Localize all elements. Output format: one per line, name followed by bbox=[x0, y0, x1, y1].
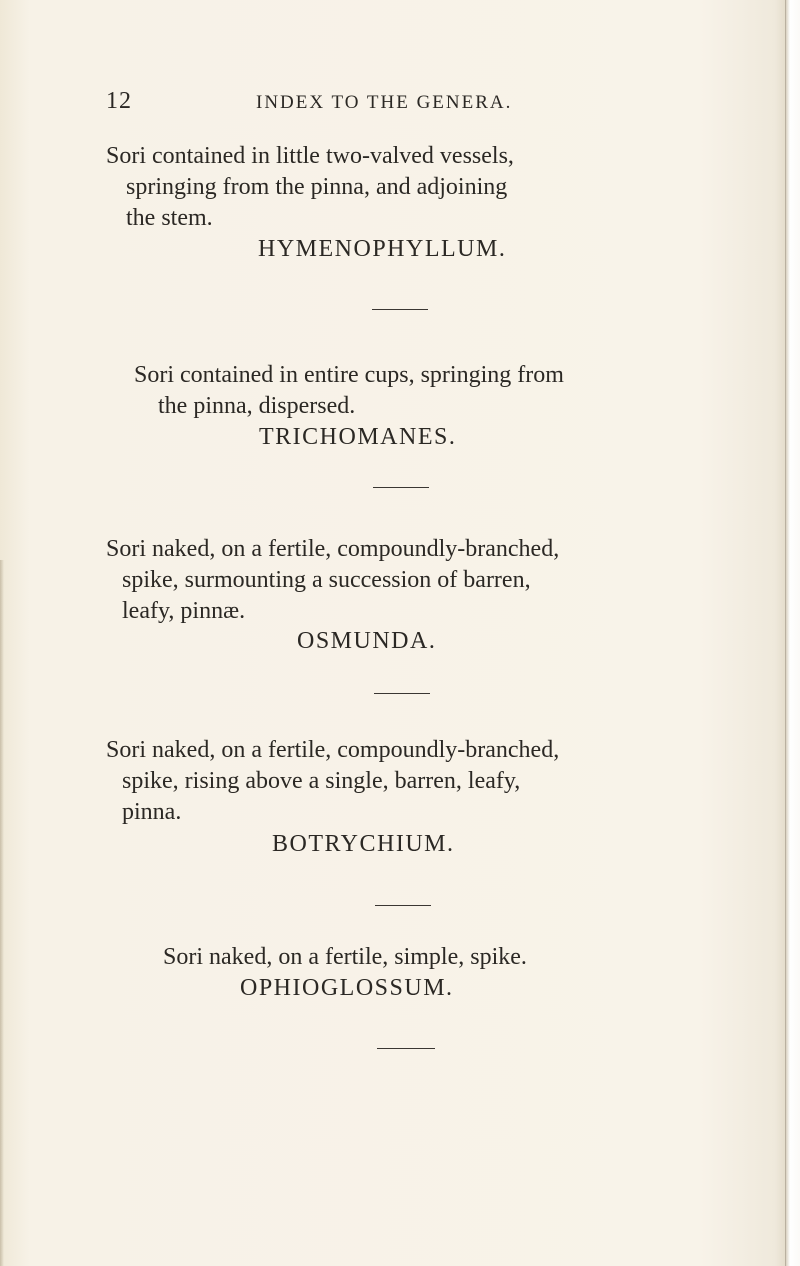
section-divider bbox=[375, 905, 431, 906]
page-edge bbox=[785, 0, 800, 1266]
genus-name: TRICHOMANES. bbox=[259, 424, 457, 450]
section-divider bbox=[373, 487, 429, 488]
genus-name: OSMUNDA. bbox=[297, 628, 437, 654]
genus-name: HYMENOPHYLLUM. bbox=[258, 236, 507, 262]
entry-description bbox=[106, 141, 514, 234]
genus-name: BOTRYCHIUM. bbox=[272, 831, 455, 857]
description-line: the pinna, dispersed. bbox=[158, 393, 356, 419]
entry-description bbox=[106, 735, 559, 828]
description-line: Sori naked, on a fertile, compoundly-branched, bbox=[106, 536, 560, 562]
genus-name: OPHIOGLOSSUM. bbox=[240, 975, 454, 1001]
entry-description bbox=[163, 942, 527, 973]
section-divider bbox=[374, 693, 430, 694]
description-line: Sori naked, on a fertile, simple, spike. bbox=[163, 944, 527, 970]
description-line: springing from the pinna, and adjoining bbox=[126, 174, 508, 200]
description-line: Sori contained in entire cups, springing from bbox=[134, 362, 564, 388]
description-line: spike, rising above a single, barren, leafy, bbox=[122, 768, 521, 794]
section-divider bbox=[372, 309, 428, 310]
page-number: 12 bbox=[106, 88, 132, 114]
description-line: Sori naked, on a fertile, compoundly-branched, bbox=[106, 737, 560, 763]
description-line: pinna. bbox=[122, 799, 182, 825]
gutter-shadow bbox=[0, 560, 4, 1266]
entry-description bbox=[134, 360, 564, 422]
page-header bbox=[0, 88, 800, 122]
section-divider bbox=[377, 1048, 435, 1049]
entry-description bbox=[106, 534, 559, 627]
description-line: spike, surmounting a succession of barren, bbox=[122, 567, 531, 593]
running-head: INDEX TO THE GENERA. bbox=[256, 92, 513, 113]
description-line: the stem. bbox=[126, 205, 213, 231]
description-line: leafy, pinnæ. bbox=[122, 598, 246, 624]
description-line: Sori contained in little two-valved vessels, bbox=[106, 143, 514, 169]
